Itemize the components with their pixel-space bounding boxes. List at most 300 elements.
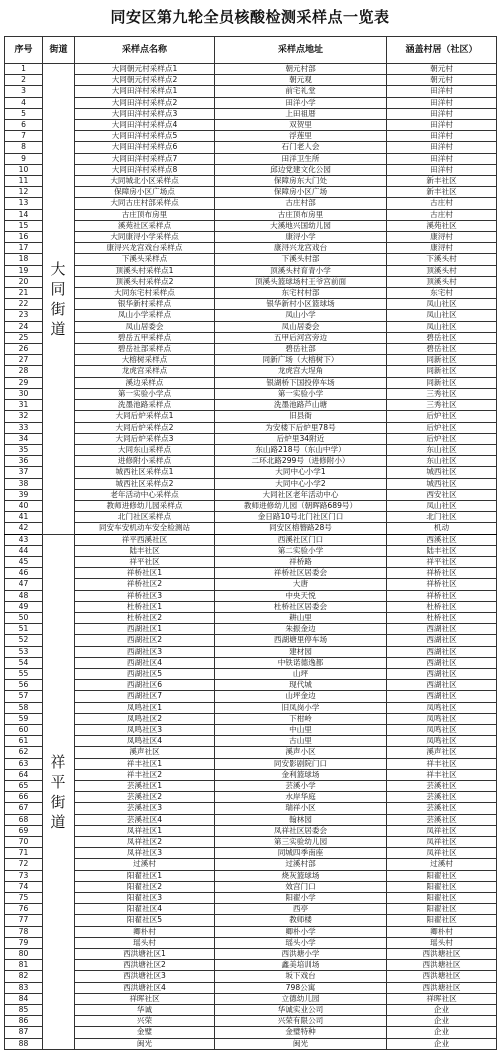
cell-point-address: 洗墨池路芦山塘 — [215, 400, 387, 411]
table-row — [5, 131, 497, 142]
cell-point-address: 前宅礼堂 — [215, 86, 387, 97]
cell-point-name: 祥桥社区1 — [75, 568, 215, 579]
cell-covered-area: 凤山社区 — [387, 500, 497, 511]
cell-point-name: 凤鸣社区4 — [75, 736, 215, 747]
cell-point-address: 东宅村村部 — [215, 288, 387, 299]
cell-point-name: 杜桥社区2 — [75, 612, 215, 623]
cell-point-name: 金璧 — [75, 1027, 215, 1038]
cell-point-address: 保障房小区广场 — [215, 187, 387, 198]
cell-point-name: 教师进修幼儿园采样点 — [75, 500, 215, 511]
cell-index: 1 — [5, 64, 43, 75]
table-row — [5, 803, 497, 814]
cell-index: 58 — [5, 702, 43, 713]
header-covered-area: 涵盖村居（社区） — [387, 37, 497, 64]
table-row — [5, 781, 497, 792]
cell-point-name: 大同田洋村采样点6 — [75, 142, 215, 153]
cell-point-name: 碧岳五甲采样点 — [75, 332, 215, 343]
cell-point-name: 洗墨池路采样点 — [75, 400, 215, 411]
table-row — [5, 881, 497, 892]
cell-point-address: 西湖塘里停车场 — [215, 635, 387, 646]
cell-index: 57 — [5, 691, 43, 702]
cell-point-name: 保障房小区广场点 — [75, 187, 215, 198]
cell-point-name: 凤山居委会 — [75, 321, 215, 332]
cell-point-address: 龙虎宫大埕角 — [215, 366, 387, 377]
cell-covered-area: 祥丰社区 — [387, 769, 497, 780]
cell-point-address: 朱振金边 — [215, 624, 387, 635]
table-row — [5, 904, 497, 915]
cell-point-address: 祥桥社区居委会 — [215, 568, 387, 579]
cell-point-name: 卿朴村 — [75, 926, 215, 937]
cell-covered-area: 陆丰社区 — [387, 545, 497, 556]
cell-point-name: 兴荣 — [75, 1016, 215, 1027]
cell-covered-area: 祥桥社区 — [387, 579, 497, 590]
table-row — [5, 612, 497, 623]
cell-index: 33 — [5, 422, 43, 433]
cell-covered-area: 祥桥社区 — [387, 568, 497, 579]
table-row — [5, 792, 497, 803]
cell-index: 26 — [5, 344, 43, 355]
table-row — [5, 377, 497, 388]
cell-covered-area: 企业 — [387, 1027, 497, 1038]
cell-covered-area: 凤祥社区 — [387, 837, 497, 848]
cell-covered-area: 后炉社区 — [387, 422, 497, 433]
cell-point-name: 大同后炉采样点3 — [75, 433, 215, 444]
cell-point-address: 石门老人会 — [215, 142, 387, 153]
cell-point-address: 中铁诺德逸都 — [215, 657, 387, 668]
cell-point-address: 第二实验小学 — [215, 545, 387, 556]
cell-covered-area: 机动 — [387, 523, 497, 534]
table-row — [5, 646, 497, 657]
cell-point-name: 祥晖社区 — [75, 993, 215, 1004]
cell-point-name: 西洪塘社区1 — [75, 949, 215, 960]
cell-covered-area: 田洋村 — [387, 108, 497, 119]
table-row — [5, 153, 497, 164]
cell-point-address: 东山路218号（东山中学） — [215, 444, 387, 455]
cell-index: 60 — [5, 724, 43, 735]
cell-index: 55 — [5, 668, 43, 679]
cell-point-name: 凤祥社区2 — [75, 837, 215, 848]
cell-point-name: 龙虎宫采样点 — [75, 366, 215, 377]
cell-point-address: 双贺里 — [215, 120, 387, 131]
cell-point-name: 大同古庄村部采样点 — [75, 198, 215, 209]
cell-covered-area: 后炉社区 — [387, 411, 497, 422]
cell-covered-area: 凤鸣社区 — [387, 702, 497, 713]
cell-point-name: 阳翟社区1 — [75, 870, 215, 881]
table-row — [5, 568, 497, 579]
table-row — [5, 724, 497, 735]
cell-index: 65 — [5, 781, 43, 792]
cell-index: 51 — [5, 624, 43, 635]
cell-point-address: 古庄村部 — [215, 198, 387, 209]
cell-covered-area: 碧岳社区 — [387, 344, 497, 355]
table-row — [5, 736, 497, 747]
cell-point-address: 瑞祥小区 — [215, 803, 387, 814]
cell-covered-area: 田洋村 — [387, 164, 497, 175]
cell-index: 16 — [5, 232, 43, 243]
cell-point-address: 中山里 — [215, 724, 387, 735]
cell-point-name: 溪边采样点 — [75, 377, 215, 388]
cell-street — [43, 64, 75, 535]
table-row — [5, 344, 497, 355]
cell-point-name: 西湖社区5 — [75, 668, 215, 679]
cell-index: 68 — [5, 814, 43, 825]
cell-point-address: 西溪社区门口 — [215, 534, 387, 545]
cell-point-name: 瑶头村 — [75, 937, 215, 948]
cell-index: 45 — [5, 556, 43, 567]
cell-covered-area: 三秀社区 — [387, 400, 497, 411]
table-row — [5, 86, 497, 97]
cell-covered-area: 企业 — [387, 1005, 497, 1016]
cell-index: 24 — [5, 321, 43, 332]
sampling-point-table — [4, 36, 497, 1050]
cell-covered-area: 过溪村 — [387, 859, 497, 870]
cell-covered-area: 阳翟社区 — [387, 881, 497, 892]
cell-index: 83 — [5, 982, 43, 993]
table-row — [5, 310, 497, 321]
cell-point-name: 凤山小学采样点 — [75, 310, 215, 321]
cell-point-name: 陆丰社区 — [75, 545, 215, 556]
cell-point-name: 大同田洋村采样点5 — [75, 131, 215, 142]
cell-point-name: 下溪头采样点 — [75, 254, 215, 265]
cell-index: 22 — [5, 299, 43, 310]
cell-point-address: 第一实验小学 — [215, 388, 387, 399]
table-row — [5, 366, 497, 377]
cell-covered-area: 古庄村 — [387, 209, 497, 220]
cell-point-name: 凤祥社区1 — [75, 825, 215, 836]
cell-point-name: 第一实验小学点 — [75, 388, 215, 399]
cell-point-address: 金利篮球场 — [215, 769, 387, 780]
cell-point-address: 金日路10号北门社区门口 — [215, 512, 387, 523]
cell-point-address: 祥桥路 — [215, 556, 387, 567]
cell-covered-area: 西湖社区 — [387, 646, 497, 657]
cell-point-address: 耕山里 — [215, 612, 387, 623]
cell-point-address: 二环北路299号（进修附小） — [215, 456, 387, 467]
cell-point-address: 鑫美培训场 — [215, 960, 387, 971]
cell-index: 47 — [5, 579, 43, 590]
cell-point-address: 同安影剧院门口 — [215, 758, 387, 769]
table-row — [5, 478, 497, 489]
cell-index: 11 — [5, 176, 43, 187]
cell-point-address: 为安楼下后炉里78号 — [215, 422, 387, 433]
table-row — [5, 949, 497, 960]
cell-index: 77 — [5, 915, 43, 926]
cell-covered-area: 康浔村 — [387, 232, 497, 243]
table-row — [5, 232, 497, 243]
cell-point-address: 朝元村部 — [215, 64, 387, 75]
cell-point-name: 杜桥社区1 — [75, 601, 215, 612]
cell-covered-area: 新丰社区 — [387, 176, 497, 187]
cell-point-name: 大同田洋村采样点3 — [75, 108, 215, 119]
cell-point-address: 凤祥社区居委会 — [215, 825, 387, 836]
cell-point-address: 华诚实业公司 — [215, 1005, 387, 1016]
cell-point-address: 田洋小学 — [215, 97, 387, 108]
cell-index: 23 — [5, 310, 43, 321]
cell-covered-area: 后炉社区 — [387, 433, 497, 444]
cell-point-name: 阳翟社区4 — [75, 904, 215, 915]
cell-covered-area: 芸溪社区 — [387, 781, 497, 792]
cell-point-name: 大同田洋村采样点7 — [75, 153, 215, 164]
cell-index: 34 — [5, 433, 43, 444]
cell-point-name: 进修附小采样点 — [75, 456, 215, 467]
header-row — [5, 37, 497, 64]
cell-point-name: 大同东宅村采样点 — [75, 288, 215, 299]
cell-covered-area: 阳翟社区 — [387, 904, 497, 915]
cell-index: 43 — [5, 534, 43, 545]
cell-covered-area: 同新社区 — [387, 377, 497, 388]
cell-point-name: 老年活动中心采样点 — [75, 489, 215, 500]
cell-point-address: 金璧特种 — [215, 1027, 387, 1038]
cell-point-address: 同新广场（大榕树下） — [215, 355, 387, 366]
table-row — [5, 534, 497, 545]
table-row — [5, 624, 497, 635]
table-row — [5, 825, 497, 836]
table-row — [5, 601, 497, 612]
table-row — [5, 411, 497, 422]
cell-point-address: 下溪头村部 — [215, 254, 387, 265]
cell-index: 86 — [5, 1016, 43, 1027]
cell-point-name: 西洪塘社区2 — [75, 960, 215, 971]
cell-point-name: 西湖社区6 — [75, 680, 215, 691]
table-row — [5, 187, 497, 198]
cell-covered-area: 西湖社区 — [387, 635, 497, 646]
table-row — [5, 635, 497, 646]
cell-covered-area: 田洋村 — [387, 153, 497, 164]
cell-point-address: 效宫门口 — [215, 881, 387, 892]
cell-covered-area: 芸溪社区 — [387, 814, 497, 825]
table-row — [5, 209, 497, 220]
cell-point-name: 康浔兴龙宫戏台采样点 — [75, 243, 215, 254]
cell-point-address: 碧岳社部 — [215, 344, 387, 355]
cell-index: 74 — [5, 881, 43, 892]
header-index: 序号 — [5, 37, 43, 64]
cell-point-address: 阳翟小学 — [215, 893, 387, 904]
cell-point-name: 顶溪头村采样点1 — [75, 265, 215, 276]
cell-point-address: 旧县衙 — [215, 411, 387, 422]
cell-point-address: 银华新村小区篮球场 — [215, 299, 387, 310]
cell-point-name: 凤鸣社区1 — [75, 702, 215, 713]
cell-covered-area: 同新社区 — [387, 355, 497, 366]
table-row — [5, 893, 497, 904]
cell-point-name: 凤鸣社区3 — [75, 724, 215, 735]
header-point-name: 采样点名称 — [75, 37, 215, 64]
cell-point-name: 溪苑社区采样点 — [75, 220, 215, 231]
cell-index: 7 — [5, 131, 43, 142]
table-row — [5, 579, 497, 590]
cell-point-name: 古庄顶布房里 — [75, 209, 215, 220]
cell-point-address: 西洪塘小学 — [215, 949, 387, 960]
table-row — [5, 220, 497, 231]
table-row — [5, 1005, 497, 1016]
cell-point-address: 大溪地兴国幼儿园 — [215, 220, 387, 231]
cell-index: 9 — [5, 153, 43, 164]
cell-index: 88 — [5, 1038, 43, 1049]
cell-index: 17 — [5, 243, 43, 254]
cell-point-name: 祥丰社区1 — [75, 758, 215, 769]
cell-covered-area: 凤鸣社区 — [387, 713, 497, 724]
cell-covered-area: 西湖社区 — [387, 657, 497, 668]
cell-point-name: 祥桥社区3 — [75, 590, 215, 601]
table-row — [5, 915, 497, 926]
cell-point-address: 坂下戏台 — [215, 971, 387, 982]
table-row — [5, 1016, 497, 1027]
table-row — [5, 657, 497, 668]
cell-covered-area: 祥晖社区 — [387, 993, 497, 1004]
table-row — [5, 276, 497, 287]
cell-index: 53 — [5, 646, 43, 657]
cell-index: 6 — [5, 120, 43, 131]
table-row — [5, 870, 497, 881]
table-row — [5, 691, 497, 702]
cell-point-name: 大同后炉采样点2 — [75, 422, 215, 433]
cell-point-name: 西洪塘社区3 — [75, 971, 215, 982]
cell-covered-area: 田洋村 — [387, 120, 497, 131]
cell-index: 80 — [5, 949, 43, 960]
cell-point-address: 旧凤岗小学 — [215, 702, 387, 713]
table-row — [5, 254, 497, 265]
table-row — [5, 680, 497, 691]
cell-covered-area: 新丰社区 — [387, 187, 497, 198]
cell-point-address: 兴荣有限公司 — [215, 1016, 387, 1027]
cell-covered-area: 东宅村 — [387, 288, 497, 299]
cell-covered-area: 田洋村 — [387, 86, 497, 97]
cell-point-name: 西湖社区1 — [75, 624, 215, 635]
cell-index: 66 — [5, 792, 43, 803]
cell-point-address: 西亭 — [215, 904, 387, 915]
cell-covered-area: 西洪塘社区 — [387, 971, 497, 982]
cell-point-name: 城西社区采样点1 — [75, 467, 215, 478]
cell-point-address: 顶溪头村育青小学 — [215, 265, 387, 276]
cell-index: 54 — [5, 657, 43, 668]
table-row — [5, 747, 497, 758]
cell-point-name: 芸溪社区2 — [75, 792, 215, 803]
cell-point-address: 古庄顶布房里 — [215, 209, 387, 220]
table-row — [5, 668, 497, 679]
cell-covered-area: 城西社区 — [387, 478, 497, 489]
cell-point-address: 卿朴小学 — [215, 926, 387, 937]
cell-point-address: 下柑岭 — [215, 713, 387, 724]
cell-covered-area: 卿朴村 — [387, 926, 497, 937]
table-row — [5, 769, 497, 780]
table-row — [5, 108, 497, 119]
cell-point-name: 大同田洋村采样点8 — [75, 164, 215, 175]
cell-index: 29 — [5, 377, 43, 388]
cell-covered-area: 祥平社区 — [387, 556, 497, 567]
table-row — [5, 545, 497, 556]
cell-index: 64 — [5, 769, 43, 780]
cell-point-address: 立德幼儿园 — [215, 993, 387, 1004]
cell-index: 30 — [5, 388, 43, 399]
cell-point-address: 闽光 — [215, 1038, 387, 1049]
cell-index: 85 — [5, 1005, 43, 1016]
cell-covered-area: 凤祥社区 — [387, 825, 497, 836]
cell-index: 40 — [5, 500, 43, 511]
cell-index: 87 — [5, 1027, 43, 1038]
cell-covered-area: 古庄村 — [387, 198, 497, 209]
cell-point-name: 银华新村采样点 — [75, 299, 215, 310]
cell-point-address: 翰林园 — [215, 814, 387, 825]
cell-point-name: 芸溪社区3 — [75, 803, 215, 814]
cell-point-address: 过溪村部 — [215, 859, 387, 870]
cell-point-address: 大同中心小学1 — [215, 467, 387, 478]
cell-index: 49 — [5, 601, 43, 612]
cell-covered-area: 东山社区 — [387, 456, 497, 467]
cell-covered-area: 祥桥社区 — [387, 590, 497, 601]
cell-covered-area: 凤山社区 — [387, 321, 497, 332]
cell-point-address: 山坪金边 — [215, 691, 387, 702]
cell-index: 67 — [5, 803, 43, 814]
cell-covered-area: 朝元村 — [387, 75, 497, 86]
cell-point-address: 杜桥社区居委会 — [215, 601, 387, 612]
cell-index: 5 — [5, 108, 43, 119]
cell-covered-area: 凤鸣社区 — [387, 724, 497, 735]
cell-point-name: 阳翟社区3 — [75, 893, 215, 904]
cell-point-name: 芸溪社区1 — [75, 781, 215, 792]
cell-point-name: 大同城北小区采样点 — [75, 176, 215, 187]
cell-point-name: 祥丰社区2 — [75, 769, 215, 780]
table-row — [5, 97, 497, 108]
cell-point-name: 大同田洋村采样点1 — [75, 86, 215, 97]
table-row — [5, 176, 497, 187]
table-row — [5, 243, 497, 254]
cell-point-name: 西湖社区2 — [75, 635, 215, 646]
table-row — [5, 64, 497, 75]
table-row — [5, 702, 497, 713]
cell-point-name: 芸溪社区4 — [75, 814, 215, 825]
cell-point-address: 古山里 — [215, 736, 387, 747]
cell-street — [43, 534, 75, 1049]
table-row — [5, 456, 497, 467]
cell-point-address: 水岸华庭 — [215, 792, 387, 803]
cell-covered-area: 杜桥社区 — [387, 601, 497, 612]
cell-covered-area: 碧岳社区 — [387, 332, 497, 343]
cell-covered-area: 西湖社区 — [387, 624, 497, 635]
cell-index: 19 — [5, 265, 43, 276]
cell-point-name: 祥平西溪社区 — [75, 534, 215, 545]
cell-point-address: 第三实验幼儿园 — [215, 837, 387, 848]
table-row — [5, 937, 497, 948]
cell-covered-area: 凤祥社区 — [387, 848, 497, 859]
cell-index: 37 — [5, 467, 43, 478]
table-row — [5, 388, 497, 399]
cell-covered-area: 瑶头村 — [387, 937, 497, 948]
cell-covered-area: 阳翟社区 — [387, 893, 497, 904]
table-row — [5, 500, 497, 511]
cell-point-address: 田洋卫生所 — [215, 153, 387, 164]
cell-index: 27 — [5, 355, 43, 366]
cell-index: 50 — [5, 612, 43, 623]
cell-index: 13 — [5, 198, 43, 209]
cell-index: 62 — [5, 747, 43, 758]
table-row — [5, 332, 497, 343]
cell-index: 81 — [5, 960, 43, 971]
cell-point-address: 瑶头小学 — [215, 937, 387, 948]
cell-point-address: 后炉里34附近 — [215, 433, 387, 444]
cell-point-address: 康浔兴龙宫戏台 — [215, 243, 387, 254]
cell-covered-area: 杜桥社区 — [387, 612, 497, 623]
cell-point-address: 上田祖厝 — [215, 108, 387, 119]
cell-point-address: 中央天悦 — [215, 590, 387, 601]
cell-point-name: 大同康浔小学采样点 — [75, 232, 215, 243]
cell-point-address: 邱边党建文化公园 — [215, 164, 387, 175]
cell-index: 28 — [5, 366, 43, 377]
table-row — [5, 960, 497, 971]
cell-point-address: 建材园 — [215, 646, 387, 657]
cell-point-name: 阳翟社区5 — [75, 915, 215, 926]
cell-covered-area: 西湖社区 — [387, 691, 497, 702]
table-row — [5, 556, 497, 567]
cell-covered-area: 西洪塘社区 — [387, 960, 497, 971]
cell-covered-area: 凤山社区 — [387, 299, 497, 310]
